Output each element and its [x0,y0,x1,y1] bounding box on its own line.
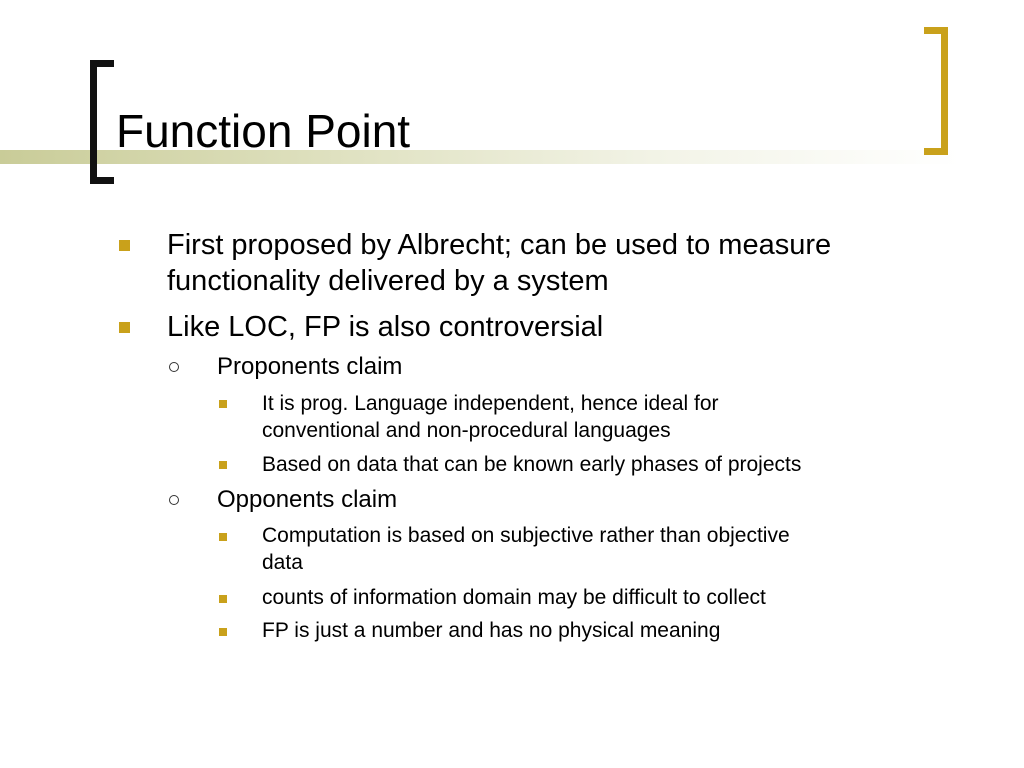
bullet-text: Opponents claim [217,486,398,513]
filled-square-icon [219,533,227,541]
slide-title: Function Point [116,105,411,157]
bullet-text: Like LOC, FP is also controversial [167,311,604,343]
bullet-text: It is prog. Language independent, hence ideal for [262,392,719,415]
bullet-text: functionality delivered by a system [167,265,609,297]
filled-square-icon [119,240,130,251]
hollow-circle-icon [169,362,179,372]
bullet-text: data [262,551,303,574]
filled-square-icon [119,322,130,333]
bullet-text: conventional and non-procedural languages [262,419,671,442]
bullet-text: counts of information domain may be difficult to collect [262,586,766,609]
filled-square-icon [219,461,227,469]
bullet-text: First proposed by Albrecht; can be used to measure [167,229,832,261]
hollow-circle-icon [169,495,179,505]
bullet-text: Computation is based on subjective rather than objective [262,524,790,547]
bullet-text: Based on data that can be known early phases of projects [262,453,802,476]
filled-square-icon [219,595,227,603]
filled-square-icon [219,628,227,636]
bullet-text: Proponents claim [217,353,403,380]
filled-square-icon [219,400,227,408]
bullet-text: FP is just a number and has no physical meaning [262,619,721,642]
